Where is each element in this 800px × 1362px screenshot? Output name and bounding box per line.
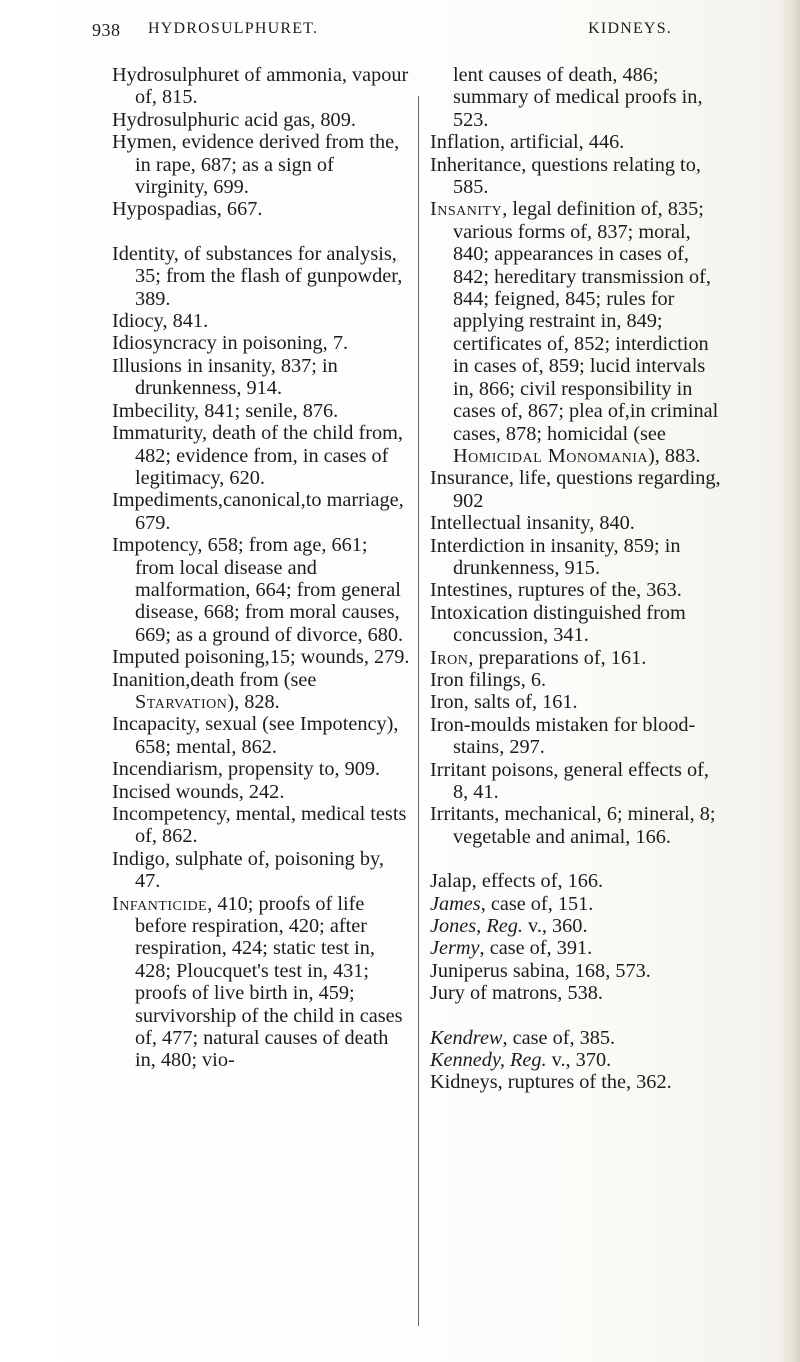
entry-headword: Kennedy, Reg. xyxy=(430,1049,547,1072)
entry-text: distinguished from concussion, 341. xyxy=(453,601,686,647)
entry-text: wounds, 242. xyxy=(170,780,285,803)
index-entry xyxy=(430,467,728,512)
entry-headword: Kidneys xyxy=(430,1071,498,1094)
entry-text: , life, questions regarding, 902 xyxy=(453,467,721,512)
index-entry xyxy=(430,131,728,153)
index-entry xyxy=(112,534,412,646)
index-entry xyxy=(430,915,728,937)
entry-text: , 658; from age, 661; from local disease and malformation, 664; from general disease, 668; from moral causes, 669; as a ground of divorce, 680. xyxy=(135,534,404,646)
page-number: 938 xyxy=(92,20,121,40)
entry-text: , death of the child from, 482; evidence from, in cases of legitimacy, 620. xyxy=(135,422,403,489)
page-edge-shadow xyxy=(778,0,800,1362)
running-header xyxy=(92,6,672,42)
entry-text: , case of, 385. xyxy=(502,1026,616,1049)
index-entry xyxy=(112,243,412,310)
entry-text: , case of, 151. xyxy=(480,892,594,915)
entry-text: ,canonical,to marriage, 679. xyxy=(135,489,404,534)
entry-text: v., 360. xyxy=(522,915,588,938)
cross-reference: Homicidal Monomania xyxy=(453,444,649,467)
entry-text: ,death from (see xyxy=(185,668,317,691)
column-divider xyxy=(418,96,419,1326)
entry-headword: Idiosyncracy xyxy=(112,332,217,355)
index-entry xyxy=(112,758,412,780)
left-running-head: HYDROSULPHURET. xyxy=(148,20,319,37)
entry-text: lent causes of death, 486; summary of medical proofs in, 523. xyxy=(453,64,703,131)
index-entry xyxy=(430,714,728,759)
entry-headword: Kendrew xyxy=(430,1026,503,1049)
entry-text: in insanity, 837; in drunkenness, 914. xyxy=(135,354,338,400)
entry-text: in poisoning, 7. xyxy=(216,332,349,355)
entry-text: insanity, 840. xyxy=(521,512,635,535)
index-entry xyxy=(112,422,412,489)
entry-headword: Incised xyxy=(112,780,171,803)
entry-text: , evidence derived from the, in rape, 687; as a sign of virginity, 699. xyxy=(135,131,400,199)
entry-headword: Insanity xyxy=(430,198,503,221)
entry-text: ), 883. xyxy=(648,444,701,467)
entry-headword: Impotency xyxy=(112,534,198,557)
entry-headword: Interdiction xyxy=(430,534,525,557)
entry-text: , 667. xyxy=(216,198,263,221)
entry-headword: Jury xyxy=(430,982,465,1005)
entry-text: of ammonia, vapour of, 815. xyxy=(135,64,409,109)
entry-text: , ruptures of the, 362. xyxy=(497,1071,672,1094)
entry-headword: Intellectual xyxy=(430,512,522,535)
entry-text: in insanity, 859; in drunkenness, 915. xyxy=(453,534,681,579)
entry-headword: Irritant xyxy=(430,758,487,781)
index-entry xyxy=(430,893,728,915)
index-entry xyxy=(112,332,412,354)
entry-text: , legal definition of, 835; various forms of, 837; moral, 840; appearances in cases of, 842; hereditary transmission of, 844; feigned, 845; rules for applying restraint in, 849; certificates of, 852; interdiction in cases of, 859; lucid intervals in, 866; civil responsibility in cases of, 867; plea of,in criminal cases, 878; homicidal (see xyxy=(453,198,719,445)
entry-text: , preparations of, 161. xyxy=(468,646,647,669)
right-index-column xyxy=(430,64,728,1094)
entry-gap xyxy=(112,221,412,243)
index-entry xyxy=(112,355,412,400)
entry-text: v., 370. xyxy=(546,1049,612,1072)
index-entry xyxy=(112,669,412,714)
entry-text: , propensity to, 909. xyxy=(217,758,381,781)
index-entry xyxy=(430,669,728,691)
index-entry xyxy=(112,64,412,109)
index-entry xyxy=(112,893,412,1072)
entry-text: , mental, medical tests of, 862. xyxy=(135,803,407,848)
entry-headword: Incapacity xyxy=(112,713,196,736)
entry-text: of matrons, 538. xyxy=(464,982,603,1005)
entry-headword: Incendiarism xyxy=(112,758,218,781)
entry-headword: Indigo xyxy=(112,847,165,870)
entry-headword: Iron xyxy=(430,646,469,669)
index-entry xyxy=(430,64,728,131)
entry-text: ), 828. xyxy=(227,690,280,713)
entry-gap xyxy=(430,848,728,870)
entry-headword: Impediments xyxy=(112,489,218,512)
right-running-head: KIDNEYS. xyxy=(588,20,672,37)
entry-headword: Incompetency xyxy=(112,803,226,825)
index-entry xyxy=(112,713,412,758)
index-entry xyxy=(430,691,728,713)
index-entry xyxy=(112,198,412,220)
entry-headword: Iron xyxy=(430,668,464,691)
entry-headword: Inanition xyxy=(112,668,186,691)
entry-headword: Hymen xyxy=(112,131,172,154)
entry-headword: Imputed xyxy=(112,646,180,669)
entry-text: , 841. xyxy=(162,310,209,333)
entry-headword: Irritants xyxy=(430,803,495,826)
index-entry xyxy=(430,1049,728,1071)
index-entry xyxy=(430,1071,728,1093)
index-entry xyxy=(430,870,728,892)
index-entry xyxy=(430,602,728,647)
index-entry xyxy=(430,1027,728,1049)
entry-text: , sulphate of, poisoning by, 47. xyxy=(135,847,384,893)
index-entry xyxy=(430,198,728,467)
entry-text: , salts of, 161. xyxy=(463,691,578,714)
entry-headword: Intestines xyxy=(430,579,508,602)
entry-headword: Imbecility xyxy=(112,399,195,422)
index-entry xyxy=(430,512,728,534)
entry-text: , 410; proofs of life before respiration, 420; after respiration, 424; static test in, 428; Ploucquet's test in, 431; proofs of live birth in, 459; survivorship of the child in cases of, 477; natural causes of death in, 480; vio- xyxy=(135,892,403,1072)
entry-headword: Hydrosulphuric xyxy=(112,108,240,131)
entry-headword: Inflation xyxy=(430,131,500,154)
index-entry xyxy=(430,803,728,848)
entry-text: , case of, 391. xyxy=(479,937,593,960)
entry-text: mistaken for blood-stains, 297. xyxy=(453,713,696,759)
entry-headword: Hypospadias xyxy=(112,198,217,221)
entry-text: , of substances for analysis, 35; from the flash of gunpowder, 389. xyxy=(135,242,403,310)
cross-reference: Starvation xyxy=(135,690,228,713)
entry-headword: Identity xyxy=(112,242,174,265)
index-entry xyxy=(112,489,412,534)
entry-headword: Iron xyxy=(430,691,464,714)
entry-headword: Jermy xyxy=(430,937,480,960)
index-entry xyxy=(112,781,412,803)
entry-text: , ruptures of the, 363. xyxy=(507,579,682,602)
entry-headword: Jones, Reg. xyxy=(430,915,523,938)
index-entry xyxy=(112,646,412,668)
entry-headword: Idiocy xyxy=(112,310,163,333)
entry-headword: Iron-moulds xyxy=(430,713,531,736)
index-entry xyxy=(430,154,728,199)
entry-text: , artificial, 446. xyxy=(499,131,625,154)
index-entry xyxy=(112,803,412,848)
entry-headword: Immaturity xyxy=(112,422,202,445)
index-entry xyxy=(430,759,728,804)
left-index-column xyxy=(112,64,412,1072)
index-entry xyxy=(430,579,728,601)
entry-headword: Juniperus xyxy=(430,959,508,982)
index-entry xyxy=(112,310,412,332)
index-entry xyxy=(430,937,728,959)
entry-headword: Jalap xyxy=(430,870,472,893)
index-entry xyxy=(430,960,728,982)
index-entry xyxy=(112,400,412,422)
entry-text: poisoning,15; wounds, 279. xyxy=(179,646,410,669)
entry-text: , questions relating to, 585. xyxy=(453,153,701,199)
index-entry xyxy=(112,131,412,198)
entry-headword: Illusions xyxy=(112,354,182,377)
index-entry xyxy=(430,535,728,580)
entry-text: acid gas, 809. xyxy=(239,108,356,131)
entry-headword: Infanticide xyxy=(112,892,208,915)
entry-text: , sexual (see Impotency), 658; mental, 862. xyxy=(135,713,399,758)
entry-headword: Intoxication xyxy=(430,601,528,624)
entry-text: , mechanical, 6; mineral, 8; vegetable and animal, 166. xyxy=(453,803,716,848)
index-entry xyxy=(430,647,728,669)
entry-headword: Hydrosulphuret xyxy=(112,64,240,86)
entry-headword: Insurance xyxy=(430,467,509,490)
entry-headword: James xyxy=(430,892,481,915)
index-entry xyxy=(112,848,412,893)
entry-text: sabina, 168, 573. xyxy=(507,959,651,982)
entry-gap xyxy=(430,1005,728,1027)
entry-headword: Inheritance xyxy=(430,153,522,176)
index-entry xyxy=(430,982,728,1004)
entry-text: , 841; senile, 876. xyxy=(194,399,339,422)
entry-text: filings, 6. xyxy=(463,668,547,691)
entry-text: poisons, general effects of, 8, 41. xyxy=(453,758,709,803)
entry-text: , effects of, 166. xyxy=(471,870,604,893)
index-entry xyxy=(112,109,412,131)
